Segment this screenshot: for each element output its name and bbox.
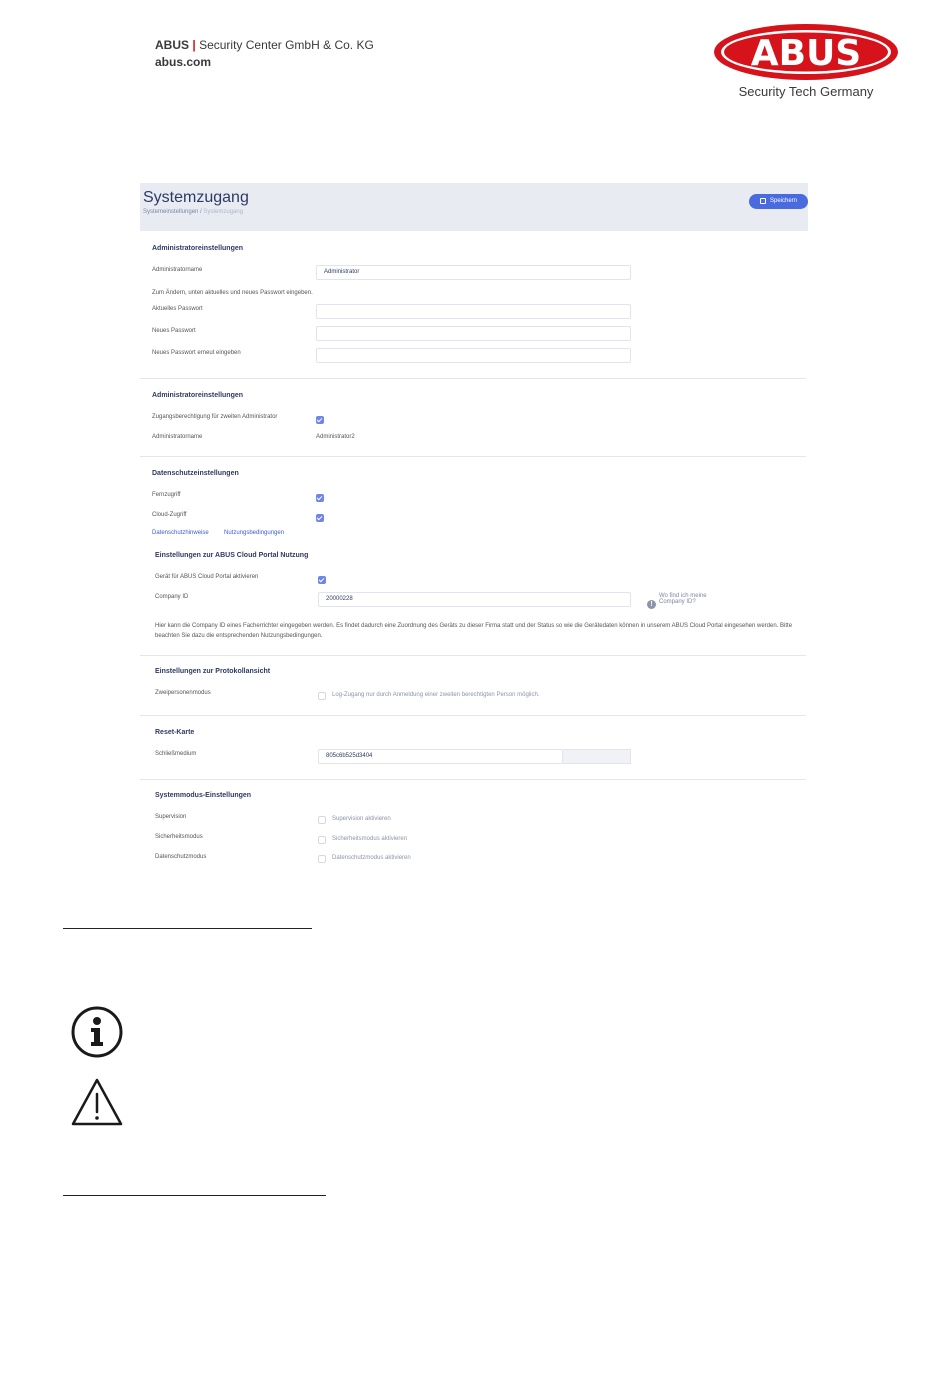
- section-title-system-mode: Systemmodus-Einstellungen: [155, 792, 252, 799]
- section-title-cloud-portal: Einstellungen zur ABUS Cloud Portal Nutzung: [155, 552, 309, 559]
- question-icon: !: [647, 600, 656, 609]
- remote-access-checkbox[interactable]: [316, 494, 324, 502]
- current-password-label: Aktuelles Passwort: [152, 306, 203, 312]
- warning-icon: [70, 1077, 124, 1132]
- page-title: Systemzugang: [143, 189, 249, 206]
- privacy-notice-link[interactable]: Datenschutzhinweise: [152, 530, 209, 536]
- privacy-mode-checkbox[interactable]: [318, 855, 326, 863]
- cloud-portal-enable-label: Gerät für ABUS Cloud Portal aktivieren: [155, 574, 259, 580]
- info-icon: [70, 1005, 124, 1064]
- terms-link[interactable]: Nutzungsbedingungen: [224, 530, 285, 536]
- divider: [140, 378, 806, 379]
- repeat-password-label: Neues Passwort erneut eingeben: [152, 350, 241, 356]
- second-admin-checkbox[interactable]: [316, 416, 324, 424]
- two-person-mode-text: Log-Zugang nur durch Anmeldung einer zweiten berechtigten Person möglich.: [332, 692, 540, 698]
- section-title-reset-card: Reset-Karte: [155, 729, 195, 736]
- privacy-mode-text: Datenschutzmodus aktivieren: [332, 855, 411, 861]
- admin-name-label: Administratorname: [152, 267, 203, 273]
- supervision-checkbox[interactable]: [318, 816, 326, 824]
- company-separator: |: [192, 38, 196, 52]
- supervision-label: Supervision: [155, 814, 187, 820]
- breadcrumb-current: Systemzugang: [203, 209, 244, 215]
- divider: [140, 655, 806, 656]
- divider: [140, 456, 806, 457]
- save-button[interactable]: [749, 194, 808, 209]
- heading-rule: [63, 1195, 326, 1196]
- repeat-password-input[interactable]: [316, 348, 631, 363]
- cloud-access-checkbox[interactable]: [316, 514, 324, 522]
- cloud-access-label: Cloud-Zugriff: [152, 512, 187, 518]
- system-access-panel: [140, 183, 808, 873]
- company-brand: ABUS: [155, 38, 190, 52]
- company-id-label: Company ID: [155, 594, 189, 600]
- security-mode-label: Sicherheitsmodus: [155, 834, 203, 840]
- logo-tagline: Security Tech Germany: [738, 84, 874, 99]
- remote-access-label: Fernzugriff: [152, 492, 181, 498]
- page-header: [140, 183, 808, 231]
- breadcrumb-separator: /: [200, 209, 202, 215]
- section-title-admin: Administratoreinstellungen: [152, 245, 244, 252]
- help-line-1: Wo find ich meine: [659, 593, 707, 599]
- section-title-privacy: Datenschutzeinstellungen: [152, 470, 239, 477]
- security-mode-text: Sicherheitsmodus aktivieren: [332, 836, 408, 842]
- abus-logo: [712, 22, 900, 102]
- second-admin-label: Zugangsberechtigung für zweiten Administrator: [152, 414, 278, 420]
- company-id-note: Hier kann die Company ID eines Facherrichter eingegeben werden. Es findet dadurch eine Zuordnung des Geräts zu dieser Firma statt und der Status so wie die Gerätedaten können in unserem ABUS Cloud Portal eingesehen werden. Bitte beachten Sie dazu die entsprechenden Nutzungsbedingungen.: [155, 623, 793, 639]
- company-website: abus.com: [155, 55, 212, 69]
- logo-wordmark: ABUS: [750, 33, 862, 74]
- lock-medium-label: Schließmedium: [155, 751, 197, 757]
- privacy-mode-label: Datenschutzmodus: [155, 854, 207, 860]
- company-id-input[interactable]: 20000228: [318, 592, 631, 607]
- lock-medium-addon-button[interactable]: [563, 749, 631, 764]
- admin2-name-label: Administratorname: [152, 434, 203, 440]
- password-change-hint: Zum Ändern, unten aktuelles und neues Passwort eingeben.: [152, 290, 313, 296]
- help-line-2: Company ID?: [659, 599, 696, 605]
- breadcrumb: [143, 209, 243, 215]
- new-password-input[interactable]: [316, 326, 631, 341]
- save-icon: [760, 198, 766, 204]
- section-title-admin-2: Administratoreinstellungen: [152, 392, 244, 399]
- heading-rule: [63, 928, 312, 929]
- two-person-mode-checkbox[interactable]: [318, 692, 326, 700]
- security-mode-checkbox[interactable]: [318, 836, 326, 844]
- admin2-name-value: Administrator2: [316, 434, 355, 440]
- supervision-text: Supervision aktivieren: [332, 816, 391, 822]
- save-label: Speichern: [769, 198, 798, 204]
- breadcrumb-parent[interactable]: Systemeinstellungen: [143, 209, 199, 215]
- section-title-log-view: Einstellungen zur Protokollansicht: [155, 668, 271, 675]
- lock-medium-input[interactable]: 805c6b525d3404: [318, 749, 563, 764]
- divider: [140, 715, 806, 716]
- company-id-help-link[interactable]: [659, 593, 707, 605]
- company-info: [155, 37, 374, 71]
- divider: [140, 779, 806, 780]
- company-name: Security Center GmbH & Co. KG: [199, 38, 374, 52]
- new-password-label: Neues Passwort: [152, 328, 196, 334]
- two-person-mode-label: Zweipersonenmodus: [155, 690, 211, 696]
- admin-name-input[interactable]: Administrator: [316, 265, 631, 280]
- cloud-portal-enable-checkbox[interactable]: [318, 576, 326, 584]
- current-password-input[interactable]: [316, 304, 631, 319]
